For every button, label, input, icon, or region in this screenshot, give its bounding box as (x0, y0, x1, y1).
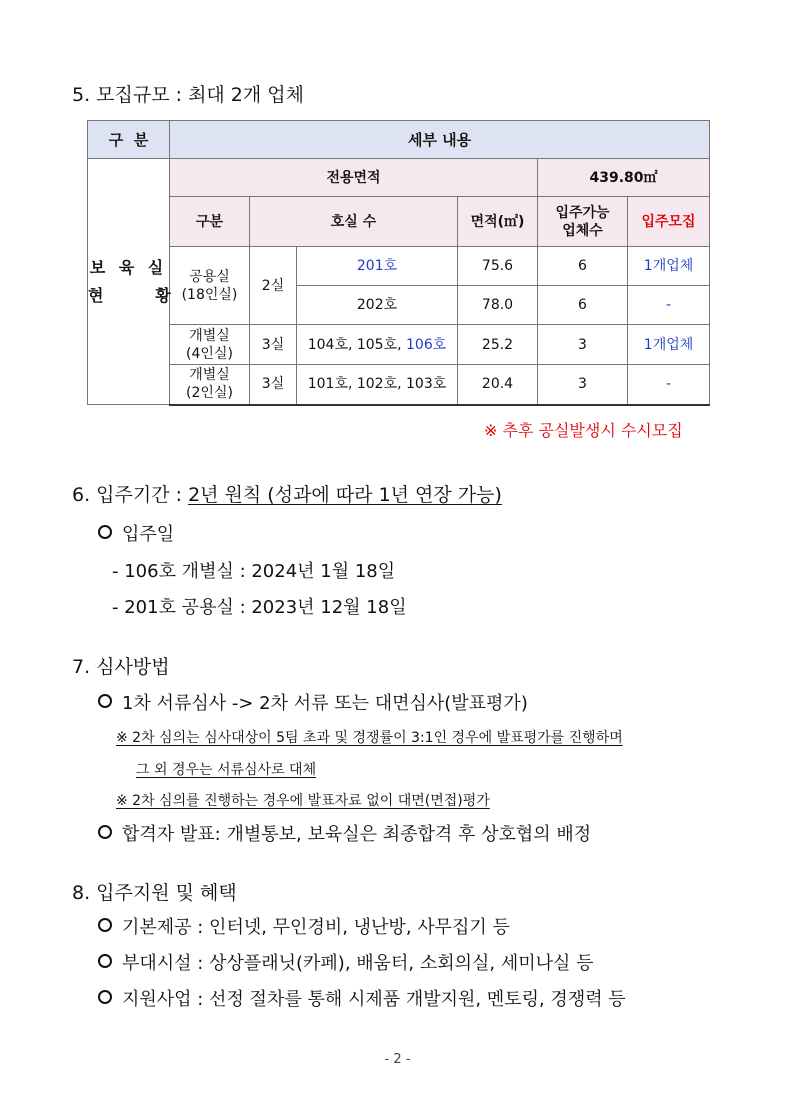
circle-bullet-icon (98, 525, 112, 539)
circle-bullet-icon (98, 954, 112, 968)
circle-bullet-icon (98, 825, 112, 839)
move-in-item-2: - 201호 공용실 : 2023년 12월 18일 (112, 597, 407, 618)
page-number: - 2 - (384, 1052, 411, 1067)
support-item-1 (98, 913, 510, 939)
recruit-note: ※ 추후 공실발생시 수시모집 (484, 421, 683, 440)
area-202: 78.0 (458, 286, 538, 325)
col-type: 구분 (170, 197, 250, 247)
section-8-title: 8. 입주지원 및 혜택 (72, 882, 237, 904)
header-category: 구 분 (88, 121, 170, 159)
area-private-2: 20.4 (458, 365, 538, 405)
area-201: 75.6 (458, 247, 538, 286)
room-201: 201호 (297, 247, 458, 286)
recruit-202: - (628, 286, 710, 325)
cap-202: 6 (538, 286, 628, 325)
move-in-item-1: - 106호 개별실 : 2024년 1월 18일 (112, 561, 396, 582)
cap-private-4: 3 (538, 325, 628, 365)
area-label: 전용면적 (170, 159, 538, 197)
review-step-bullet (98, 689, 528, 715)
recruit-private-4: 1개업체 (628, 325, 710, 365)
recruit-201: 1개업체 (628, 247, 710, 286)
rooms-private-4 (297, 325, 458, 365)
section-6-period: 2년 원칙 (성과에 따라 1년 연장 가능) (188, 484, 502, 506)
support-item-2-text: 부대시설 : 상상플래닛(카페), 배움터, 소회의실, 세미나실 등 (122, 953, 594, 974)
count-private-2: 3실 (250, 365, 297, 405)
col-rooms: 호실 수 (250, 197, 458, 247)
area-value: 439.80㎡ (538, 159, 710, 197)
support-item-3-text: 지원사업 : 선정 절차를 통해 시제품 개발지원, 멘토링, 경쟁력 등 (122, 989, 626, 1010)
announcement-text: 합격자 발표: 개별통보, 보육실은 최종합격 후 상호협의 배정 (122, 824, 592, 845)
section-6-title (72, 480, 502, 507)
section-5-title: 5. 모집규모 : 최대 2개 업체 (72, 84, 305, 106)
support-item-3 (98, 985, 626, 1011)
move-in-date-heading (98, 520, 174, 546)
type-shared: 공용실 (18인실) (170, 247, 250, 325)
move-in-date-label: 입주일 (122, 524, 175, 545)
cap-201: 6 (538, 247, 628, 286)
circle-bullet-icon (98, 694, 112, 708)
header-detail: 세부 내용 (170, 121, 710, 159)
section-6-prefix: 6. 입주기간 : (72, 484, 189, 506)
col-capacity: 입주가능 업체수 (538, 197, 628, 247)
count-private-4: 3실 (250, 325, 297, 365)
review-step-text: 1차 서류심사 -> 2차 서류 또는 대면심사(발표평가) (122, 693, 528, 714)
review-note-1-line-2: 그 외 경우는 서류심사로 대체 (136, 762, 317, 778)
nursery-room-table (87, 120, 710, 406)
col-recruit: 입주모집 (628, 197, 710, 247)
circle-bullet-icon (98, 990, 112, 1004)
category-cell (88, 159, 175, 405)
support-item-1-text: 기본제공 : 인터넷, 무인경비, 냉난방, 사무집기 등 (122, 917, 510, 938)
category-line-1: 보 육 실 (89, 257, 168, 277)
support-item-2 (98, 949, 594, 975)
circle-bullet-icon (98, 918, 112, 932)
rooms-private-4-plain: 104호, 105호, (307, 336, 407, 353)
area-private-4: 25.2 (458, 325, 538, 365)
count-shared: 2실 (250, 247, 297, 325)
room-202: 202호 (297, 286, 458, 325)
review-note-2: ※ 2차 심의를 진행하는 경우에 발표자료 없이 대면(면접)평가 (116, 793, 490, 809)
rooms-private-2: 101호, 102호, 103호 (297, 365, 458, 405)
review-note-1-line-1: ※ 2차 심의는 심사대상이 5팀 초과 및 경쟁률이 3:1인 경우에 발표평가를 진행하며 (116, 730, 623, 746)
room-106: 106호 (406, 336, 447, 353)
cap-private-2: 3 (538, 365, 628, 405)
section-7-title: 7. 심사방법 (72, 656, 170, 678)
col-area: 면적(㎡) (458, 197, 538, 247)
recruit-private-2: - (628, 365, 710, 405)
type-private-2: 개별실 (2인실) (170, 365, 250, 405)
announcement-bullet (98, 820, 591, 846)
category-line-2: 현 황 (88, 285, 175, 305)
type-private-4: 개별실 (4인실) (170, 325, 250, 365)
